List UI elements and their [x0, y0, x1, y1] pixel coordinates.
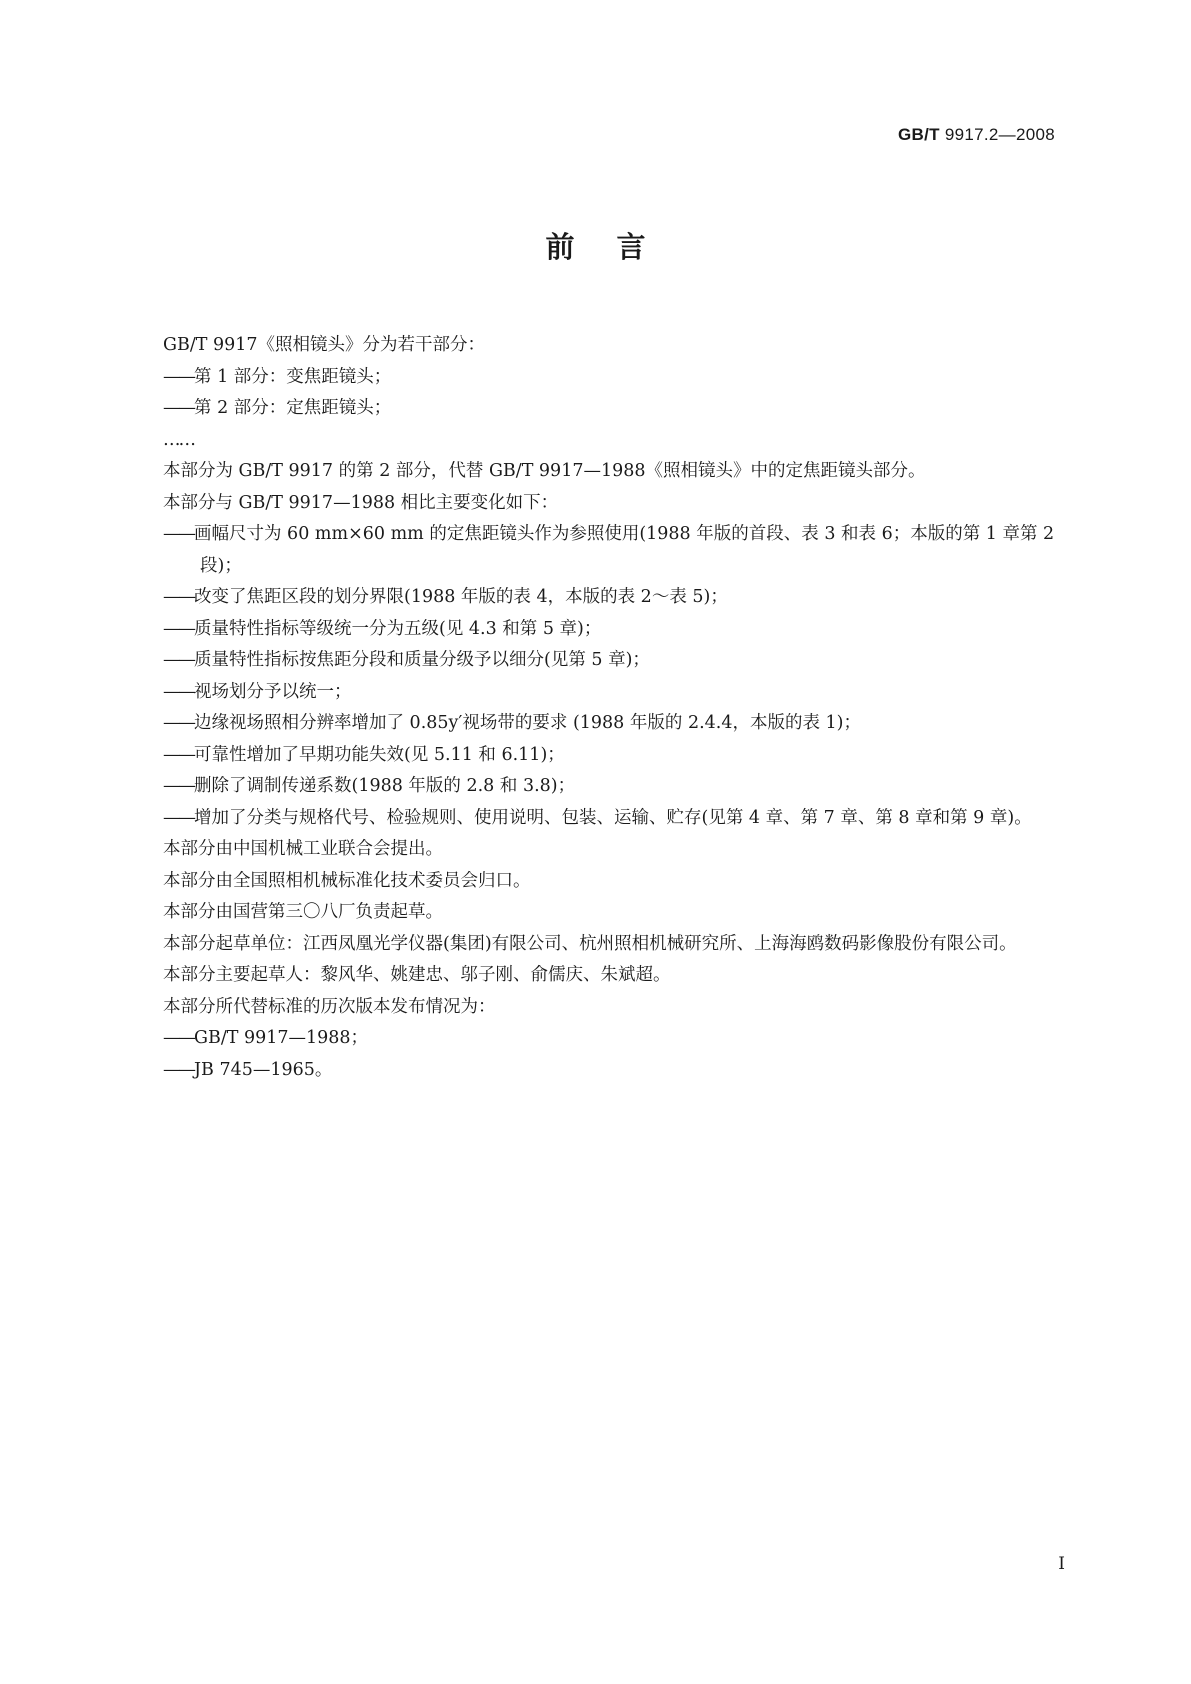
change-item-text: 边缘视场照相分辨率增加了 0.85y′视场带的要求 (1988 年版的 2.4.4，本版的表 1)； — [194, 713, 861, 733]
standard-prefix: GB/T — [898, 125, 940, 144]
history-item-text: JB 745—1965。 — [194, 1059, 333, 1080]
change-item — [128, 740, 1058, 772]
change-item-text: 可靠性增加了早期功能失效(见 5.11 和 6.11)； — [194, 744, 565, 765]
dash-mark: —— — [163, 681, 194, 702]
dash-mark: —— — [163, 713, 194, 733]
change-item-text: 视场划分予以统一； — [194, 681, 352, 702]
change-item-text: 删除了调制传递系数(1988 年版的 2.8 和 3.8)； — [194, 776, 576, 796]
ellipsis: …… — [163, 429, 194, 450]
change-item-text: 质量特性指标按焦距分段和质量分级予以细分(见第 5 章)； — [194, 650, 650, 670]
dash-mark: —— — [163, 618, 194, 639]
dash-mark: —— — [163, 366, 194, 387]
part-item-text: 第 2 部分：定焦距镜头； — [194, 398, 392, 418]
dash-mark: —— — [163, 587, 194, 607]
centralized-by: 本部分由全国照相机械标准化技术委员会归口。 — [163, 870, 531, 891]
drafting-units: 本部分起草单位：江西凤凰光学仪器(集团)有限公司、杭州照相机械研究所、上海海鸥数码影像股份有限公司。 — [163, 933, 1017, 954]
standard-code — [898, 125, 1055, 145]
history-intro: 本部分所代替标准的历次版本发布情况为： — [163, 996, 496, 1017]
dash-mark: —— — [163, 524, 194, 544]
change-item — [128, 771, 1058, 803]
change-item — [128, 582, 1058, 614]
dash-mark: —— — [163, 744, 194, 765]
part-item — [128, 362, 1058, 394]
change-item-text: 质量特性指标等级统一分为五级(见 4.3 和第 5 章)； — [194, 618, 602, 639]
part-item — [128, 393, 1058, 425]
proposed-by: 本部分由中国机械工业联合会提出。 — [163, 839, 443, 859]
replaces-paragraph: 本部分为 GB/T 9917 的第 2 部分，代替 GB/T 9917—1988《照相镜头》中的定焦距镜头部分。 — [163, 461, 926, 481]
change-item — [128, 677, 1058, 709]
dash-mark: —— — [163, 1028, 194, 1048]
foreword-body — [128, 330, 1058, 1086]
change-item — [128, 614, 1058, 646]
page-title: 前言 — [545, 230, 688, 264]
history-item-text: GB/T 9917—1988； — [194, 1028, 369, 1048]
dash-mark: —— — [163, 650, 194, 670]
page-number: I — [1058, 1554, 1065, 1574]
change-item — [128, 803, 1058, 835]
dash-mark: —— — [163, 807, 194, 828]
change-item — [128, 708, 1058, 740]
change-item — [128, 645, 1058, 677]
history-item — [128, 1055, 1058, 1087]
main-drafters: 本部分主要起草人：黎风华、姚建忠、邬子刚、俞儒庆、朱斌超。 — [163, 965, 671, 985]
intro-paragraph: GB/T 9917《照相镜头》分为若干部分： — [163, 335, 486, 355]
standard-number: 9917.2—2008 — [944, 125, 1055, 144]
responsible-drafter: 本部分由国营第三〇八厂负责起草。 — [163, 902, 443, 922]
part-item-text: 第 1 部分：变焦距镜头； — [194, 366, 392, 387]
change-item-text: 画幅尺寸为 60 mm×60 mm 的定焦距镜头作为参照使用(1988 年版的首段、表 3 和表 6；本版的第 1 章第 2 段)； — [194, 524, 1055, 576]
change-item — [128, 519, 1058, 582]
changes-intro: 本部分与 GB/T 9917—1988 相比主要变化如下： — [163, 492, 559, 513]
dash-mark: —— — [163, 776, 194, 796]
dash-mark: —— — [163, 1059, 194, 1080]
dash-mark: —— — [163, 398, 194, 418]
change-item-text: 增加了分类与规格代号、检验规则、使用说明、包装、运输、贮存(见第 4 章、第 7 章、第 8 章和第 9 章)。 — [194, 807, 1032, 828]
change-item-text: 改变了焦距区段的划分界限(1988 年版的表 4，本版的表 2～表 5)； — [194, 587, 728, 607]
history-item — [128, 1023, 1058, 1055]
